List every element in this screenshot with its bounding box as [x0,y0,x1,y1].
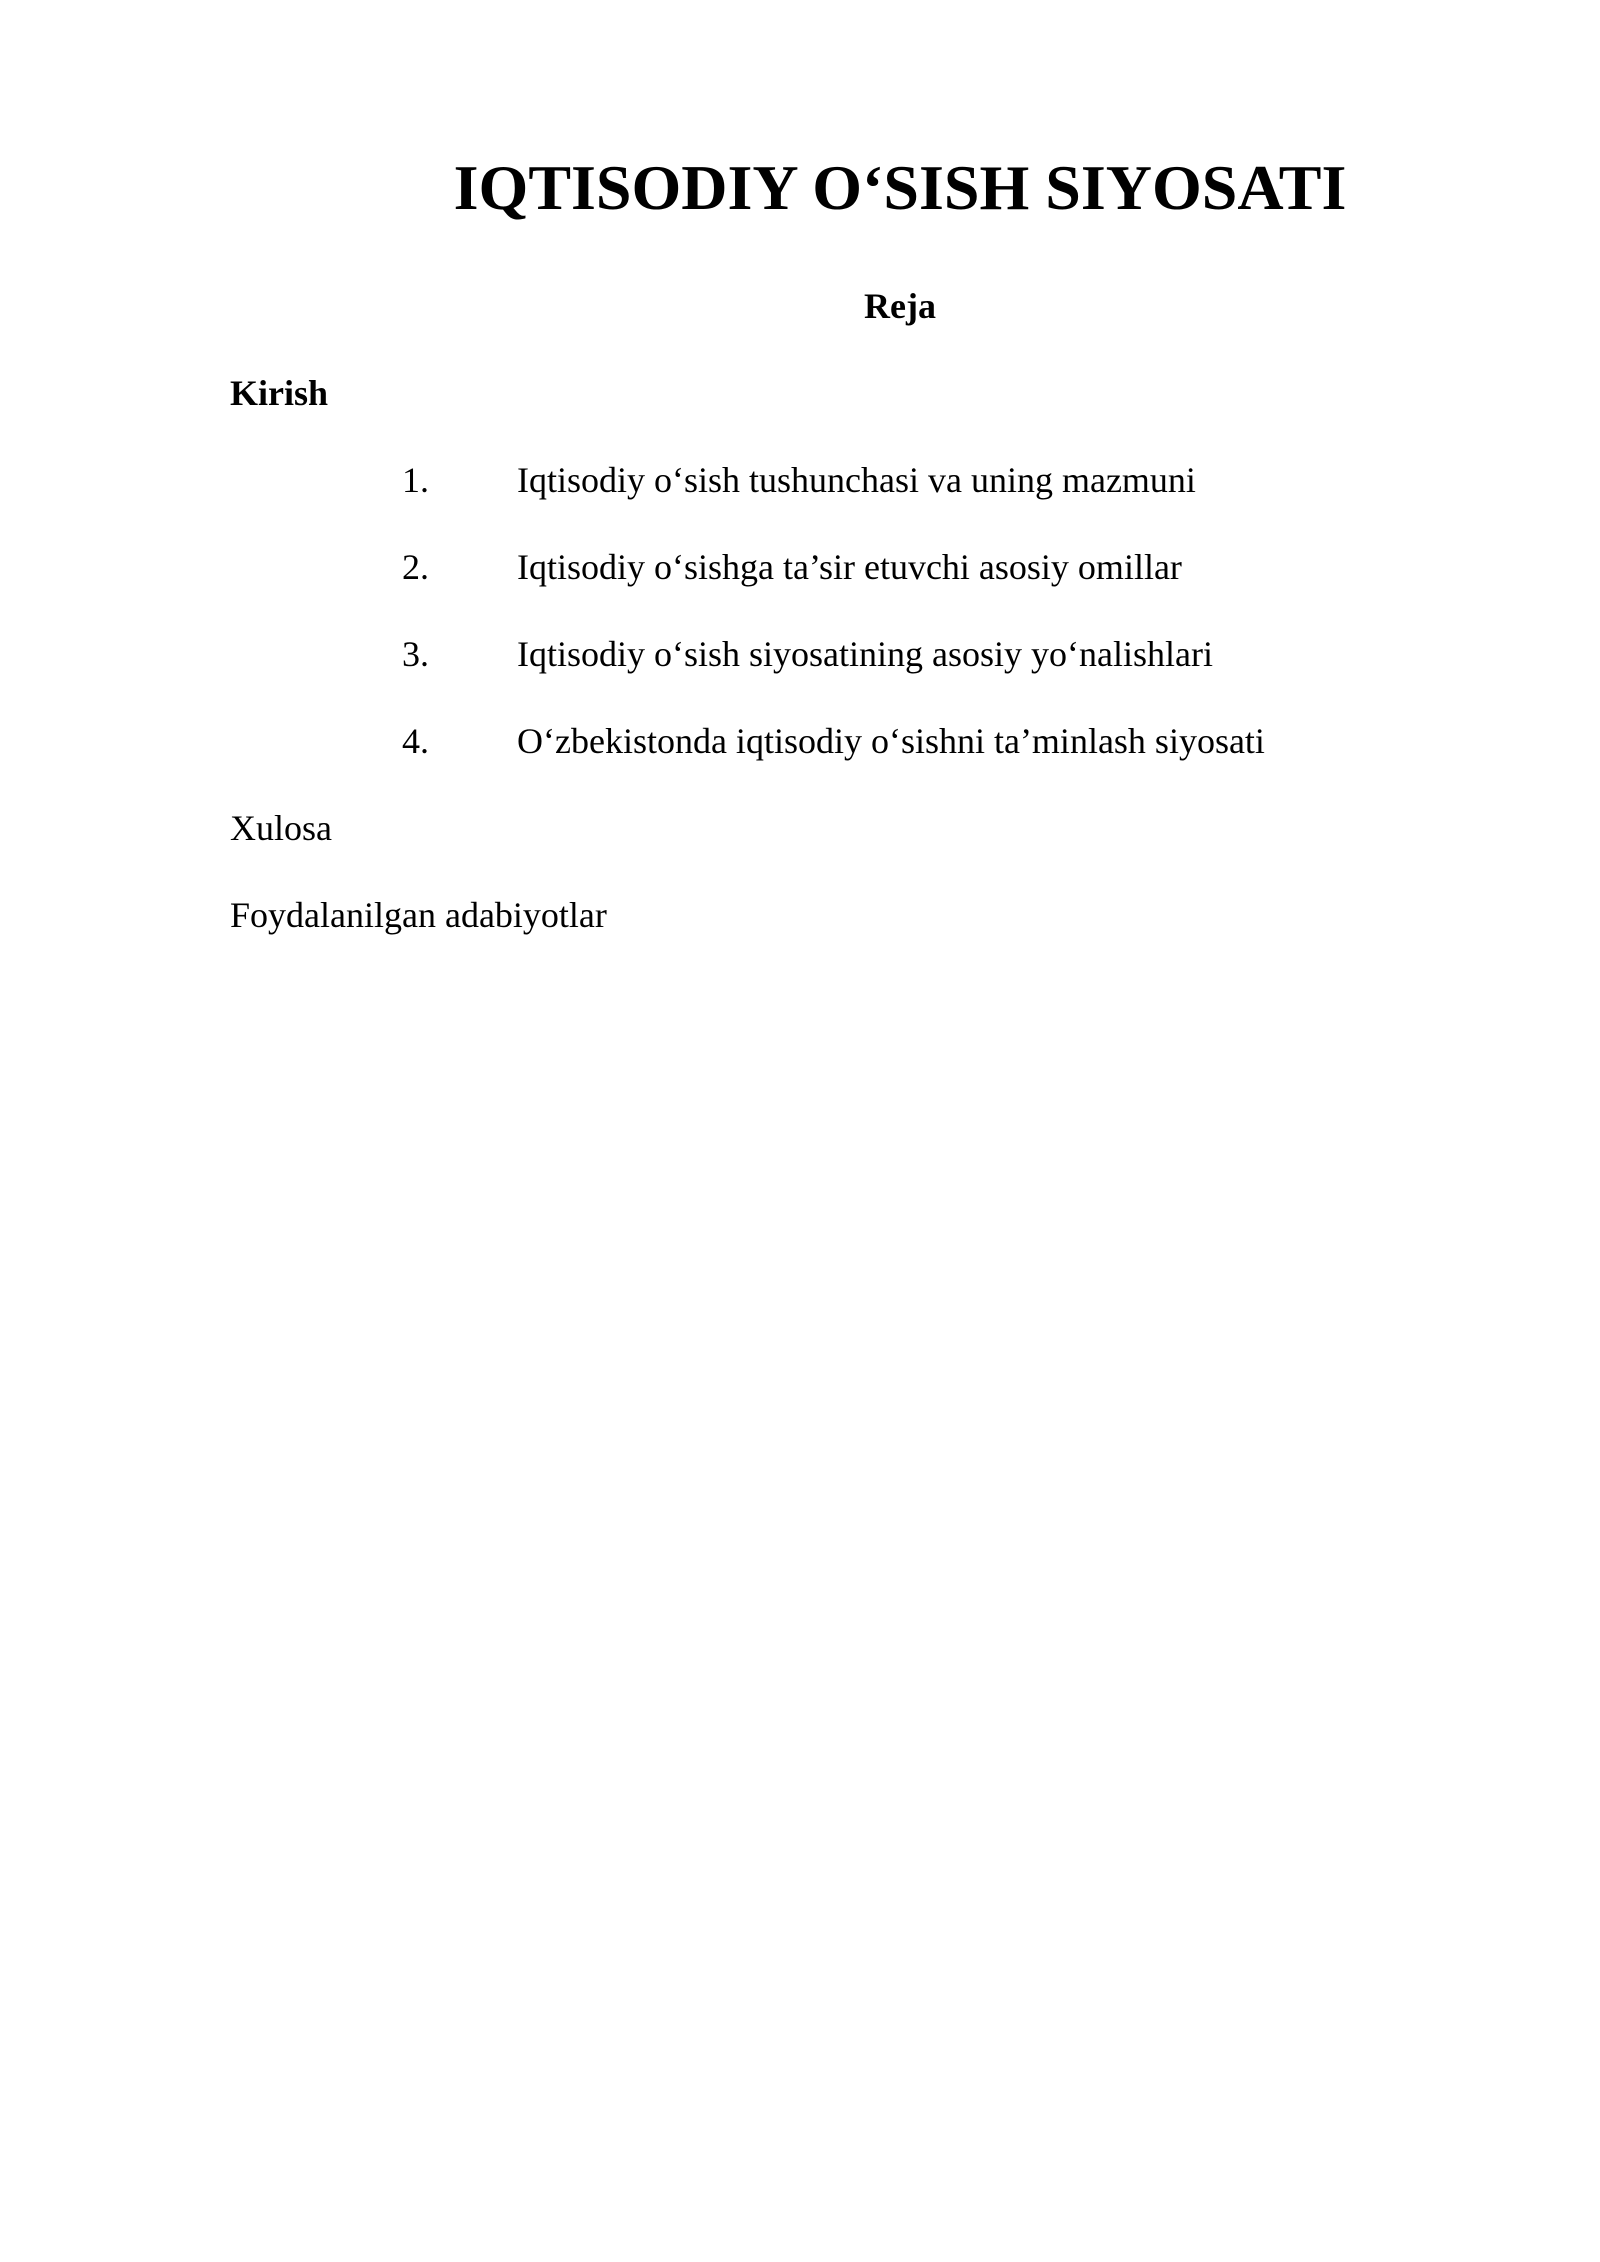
plan-item-text: Iqtisodiy o‘sish tushunchasi va uning mazmuni [517,460,1196,500]
plan-item-text: O‘zbekistonda iqtisodiy o‘sishni ta’minlash siyosati [517,721,1265,761]
plan-item [0,459,1400,509]
plan-item-number: 2. [402,547,429,587]
plan-item [0,633,1400,683]
references-heading: Foydalanilgan adabiyotlar [230,895,607,935]
plan-item-number: 4. [402,721,429,761]
plan-item-text: Iqtisodiy o‘sish siyosatining asosiy yo‘nalishlari [517,634,1213,674]
plan-item [0,720,1400,770]
conclusion-heading: Xulosa [230,808,332,848]
document-title: IQTISODIY O‘SISH SIYOSATI [453,152,1347,223]
plan-item-text: Iqtisodiy o‘sishga ta’sir etuvchi asosiy omillar [517,547,1182,587]
plan-heading: Reja [864,286,936,326]
plan-item-number: 3. [402,634,429,674]
plan-item [0,546,1400,596]
plan-item-number: 1. [402,460,429,500]
introduction-heading: Kirish [230,373,329,413]
